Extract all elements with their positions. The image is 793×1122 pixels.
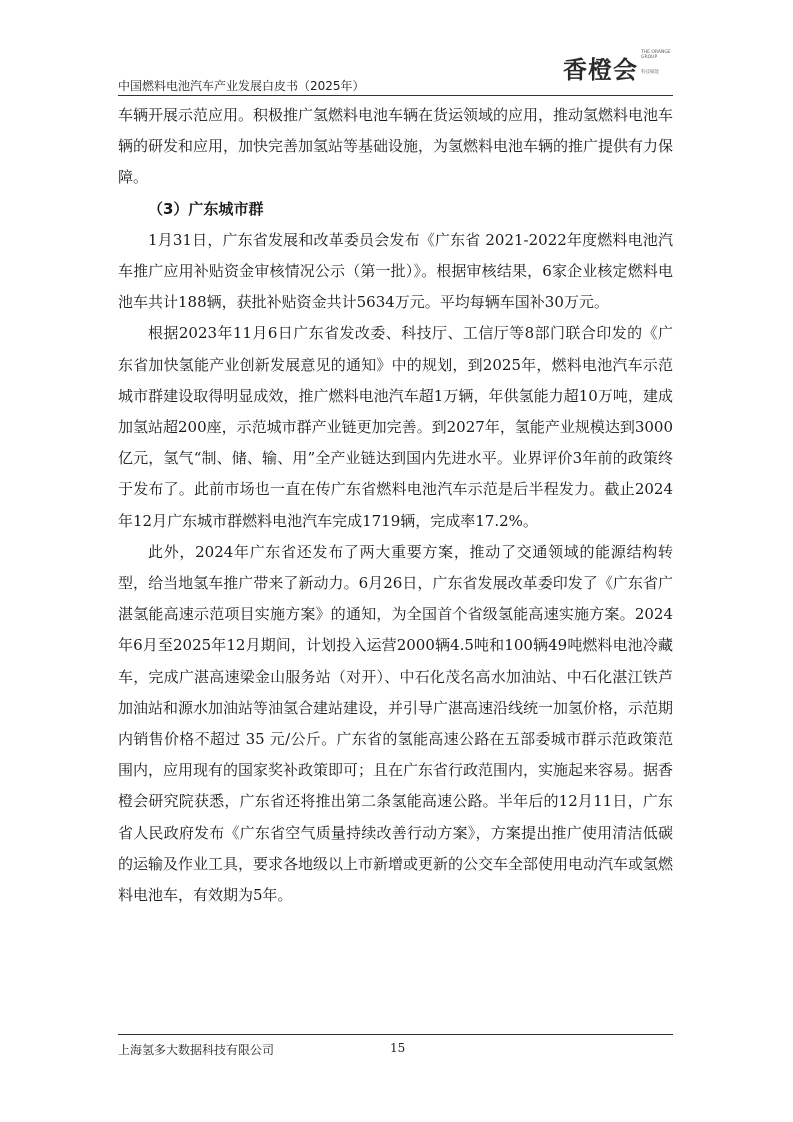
orange-group-logo bbox=[563, 44, 673, 90]
document-title: 中国燃料电池汽车产业发展白皮书（2025年） bbox=[118, 79, 365, 93]
page-header bbox=[118, 44, 673, 94]
footer-company: 上海氢多大数据科技有限公司 bbox=[118, 1043, 275, 1057]
logo-cn-text: 香橙会 bbox=[563, 56, 638, 84]
paragraph-highway: 此外，2024年广东省还发布了两大重要方案，推动了交通领域的能源结构转型，给当地氢车推广带来了新动力。6月26日，广东省发展改革委印发了《广东省广湛氢能高速示范项目实施方案》的通知，为全国首个省级氢能高速实施方案。2024年6月至2025年12月期间，计划投入运营2000辆4.5吨和100辆49吨燃料电池冷藏车，完成广湛高速梁金山服务站（对开）、中石化茂名高水加油站、中石化湛江铁芦加油站和源水加油站等油氢合建站建设，并引导广湛高速沿线统一加氢价格，示范期内销售价格不超过 35 元/公斤。广东省的氢能高速公路在五部委城市群示范政策范围内，应用现有的国家奖补政策即可；且在广东省行政范围内，实施起来容易。据香橙会研究院获悉，广东省还将推出第二条氢能高速公路。半年后的12月11日，广东省人民政府发布《广东省空气质量持续改善行动方案》，方案提出推广使用清洁低碳的运输及作业工具，要求各地级以上市新增或更新的公交车全部使用电动汽车或氢燃料电池车，有效期为5年。 bbox=[118, 542, 674, 905]
section-heading: （3）广东城市群 bbox=[148, 199, 264, 218]
paragraph-subsidy: 1月31日，广东省发展和改革委员会发布《广东省 2021-2022年度燃料电池汽车推广应用补贴资金审核情况公示（第一批）》。根据审核结果，6家企业核定燃料电池车共计188辆，获批补贴资金共计5634万元。平均每辆车国补30万元。 bbox=[118, 230, 673, 312]
page-body bbox=[118, 100, 673, 911]
logo-sub-text: 科技赋能 bbox=[641, 70, 659, 75]
continued-paragraph: 车辆开展示范应用。积极推广氢燃料电池车辆在货运领域的应用，推动氢燃料电池车辆的研发和应用，加快完善加氢站等基础设施，为氢燃料电池车辆的推广提供有力保障。 bbox=[118, 106, 674, 187]
paragraph-plan: 根据2023年11月6日广东省发改委、科技厅、工信厅等8部门联合印发的《广东省加快氢能产业创新发展意见的通知》中的规划，到2025年，燃料电池汽车示范城市群建设取得明显成效，推广燃料电池汽车超1万辆，年供氢能力超10万吨，建成加氢站超200座，示范城市群产业链更加完善。到2027年，氢能产业规模达到3000亿元，氢气“制、储、输、用”全产业链达到国内先进水平。业界评价3年前的政策终于发布了。此前市场也一直在传广东省燃料电池汽车示范是后半程发力。截止2024年12月广东城市群燃料电池汽车完成1719辆，完成率17.2%。 bbox=[118, 324, 673, 530]
footer-divider bbox=[118, 1034, 673, 1035]
header-divider bbox=[118, 95, 673, 96]
page-number: 15 bbox=[390, 1041, 406, 1055]
logo-en-text: THE ORANGE GROUP bbox=[641, 50, 671, 60]
